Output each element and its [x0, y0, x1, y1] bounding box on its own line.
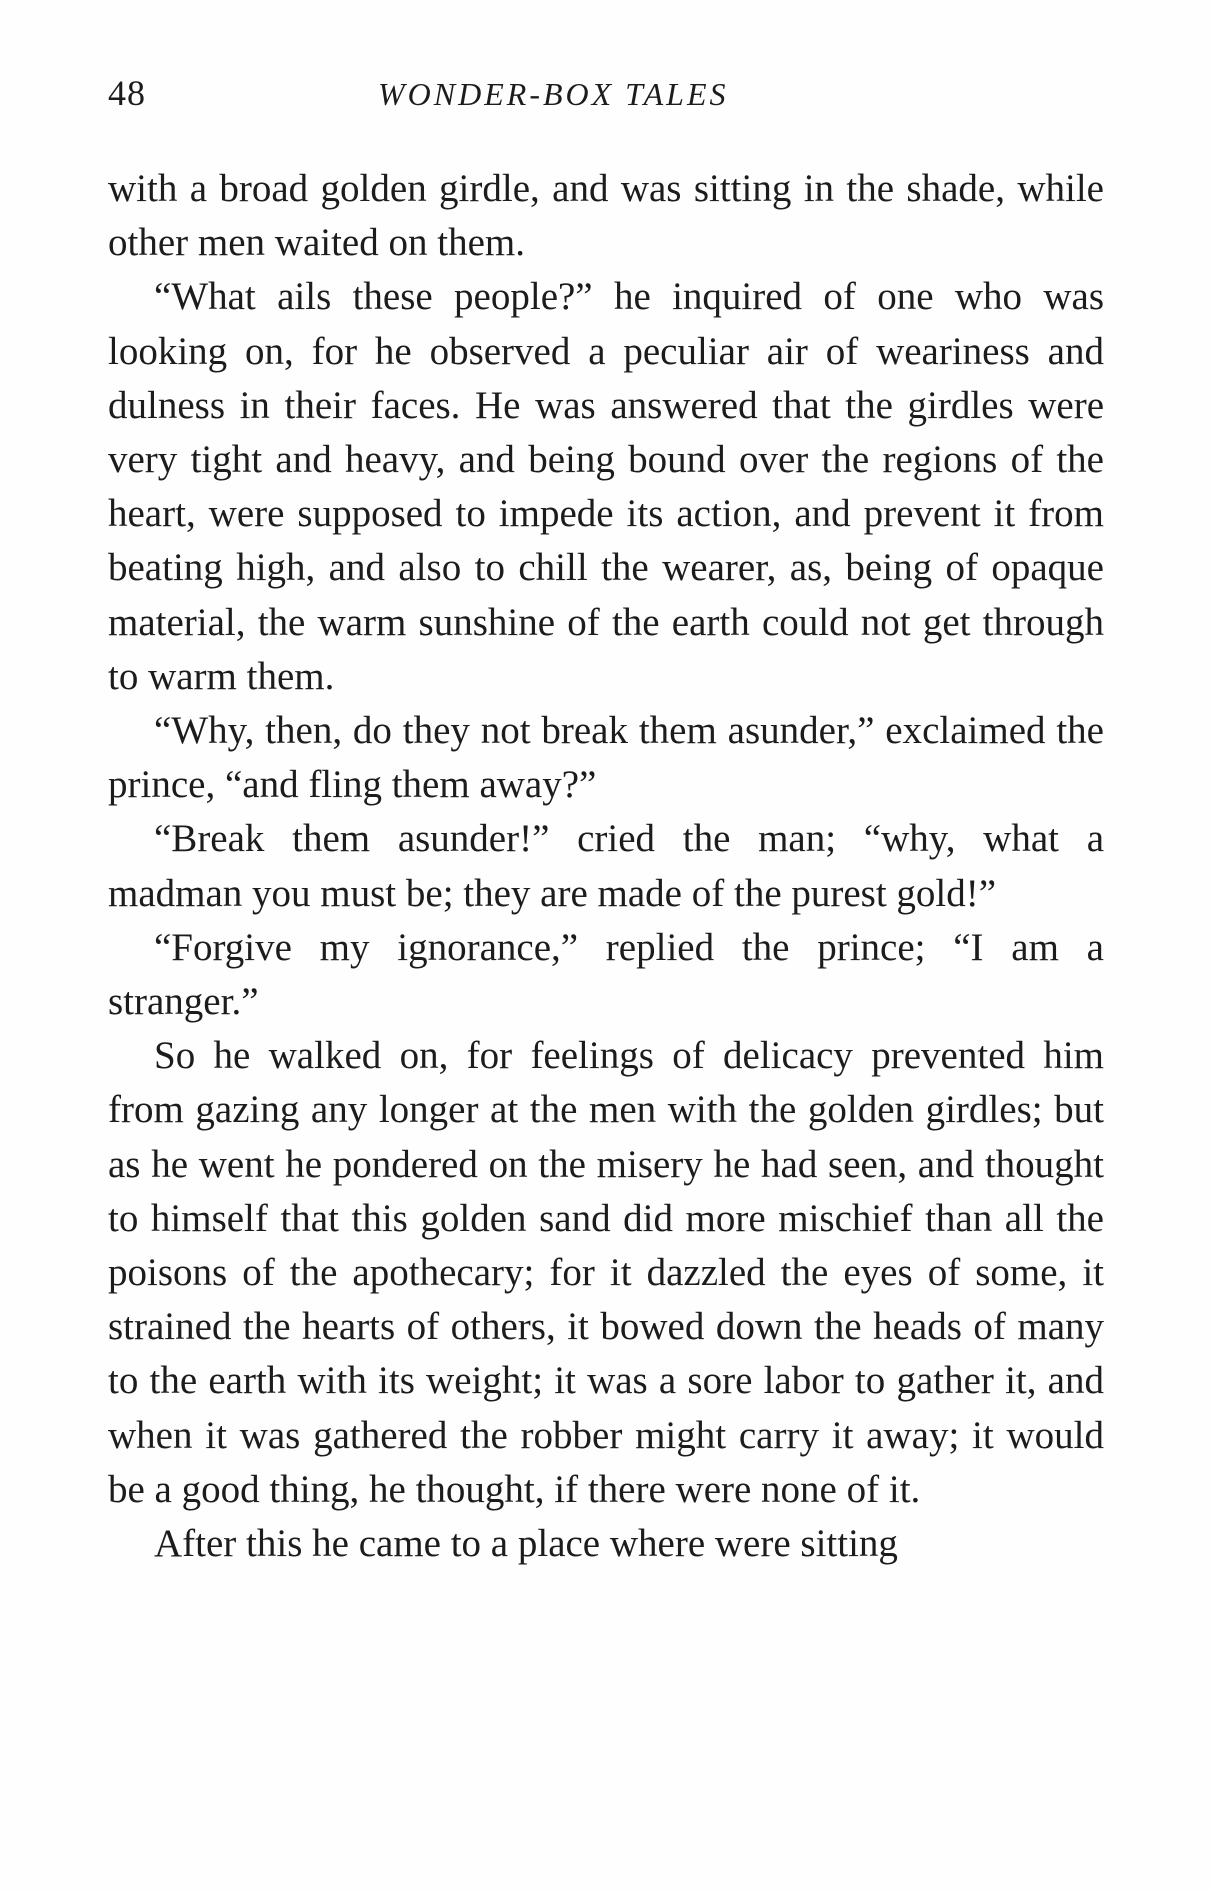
- running-title: WONDER-BOX TALES: [378, 76, 729, 112]
- paragraph: “Forgive my ignorance,” replied the prince; “I am a stranger.”: [108, 925, 1104, 1024]
- paragraph: So he walked on, for feelings of delicacy prevented him from gazing any longer at the men with the golden girdles; but as he went he pondered on the misery he had seen, and thought to himself that this golden sand did more mischief than all the poisons of the apothecary; for it dazzled the eyes of some, it strained the hearts of others, it bowed down the heads of many to the earth with its weight; it was a sore labor to gather it, and when it was gathered the robber might carry it away; it would be a good thing, he thought, if there were none of it.: [108, 1034, 1104, 1511]
- paragraph-continuation: with a broad golden girdle, and was sitting in the shade, while other men waited on them.: [108, 167, 1104, 265]
- paragraph: “Why, then, do they not break them asunder,” exclaimed the prince, “and fling them away?”: [108, 709, 1104, 807]
- page-header: [108, 72, 1108, 122]
- paragraph: After this he came to a place where were sitting: [154, 1522, 898, 1566]
- paragraph: “Break them asunder!” cried the man; “why, what a madman you must be; they are made of the purest gold!”: [108, 817, 1104, 915]
- page-number: 48: [108, 73, 146, 113]
- paragraph: “What ails these people?” he inquired of one who was looking on, for he observed a peculiar air of weariness and dulness in their faces. He was answered that the girdles were very tight and heavy, and being bound over the regions of the heart, were supposed to impede its action, and prevent it from beating high, and also to chill the wearer, as, being of opaque material, the warm sunshine of the earth could not get through to warm them.: [108, 275, 1104, 698]
- body-text: [108, 162, 1104, 1571]
